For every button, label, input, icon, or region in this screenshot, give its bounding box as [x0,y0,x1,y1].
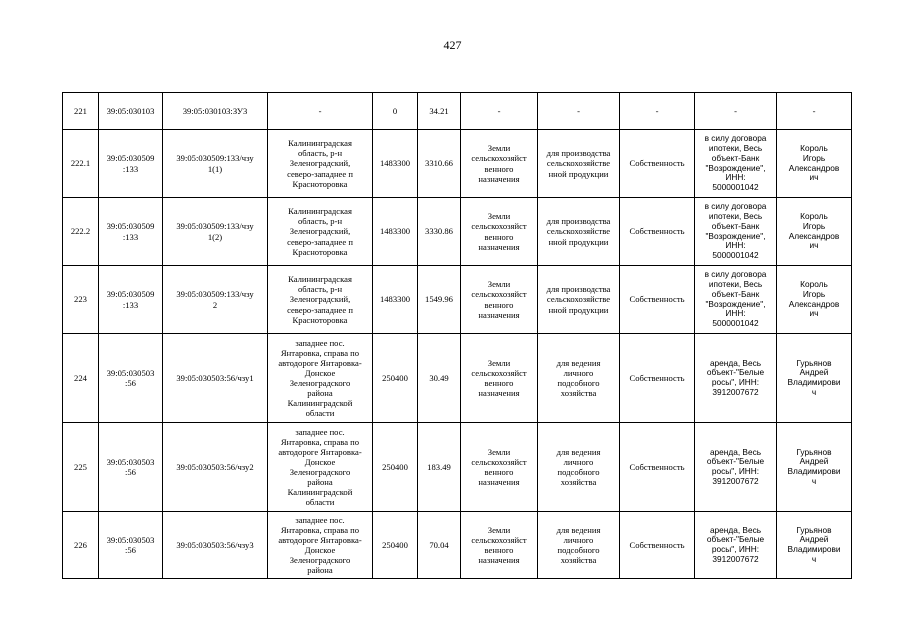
row-number: 221 [63,93,99,130]
plot-number: 39:05:030509:133/чзу 2 [163,266,268,334]
permitted-use: для ведения личного подсобного хозяйства [538,423,620,512]
address: - [268,93,373,130]
encumbrance: - [695,93,777,130]
table-row [63,93,852,130]
owner: Гурьянов Андрей Владимирови ч [777,334,852,423]
plot-number: 39:05:030509:133/чзу 1(2) [163,198,268,266]
address: Калининградская область, р-н Зеленоградский, северо-западнее п Красноторовка [268,198,373,266]
right-type: Собственность [620,198,695,266]
part-area: 30.49 [418,334,461,423]
right-type: Собственность [620,512,695,579]
total-area: 0 [373,93,418,130]
table-row [63,334,852,423]
land-category: Земли сельскохозяйст венного назначения [461,512,538,579]
right-type: Собственность [620,334,695,423]
total-area: 250400 [373,512,418,579]
table-row [63,512,852,579]
permitted-use: для ведения личного подсобного хозяйства [538,512,620,579]
permitted-use: для производства сельскохозяйстве нной продукции [538,198,620,266]
row-number: 223 [63,266,99,334]
row-number: 224 [63,334,99,423]
row-number: 226 [63,512,99,579]
row-number: 225 [63,423,99,512]
plot-number: 39:05:030503:56/чзу2 [163,423,268,512]
total-area: 250400 [373,423,418,512]
plot-number: 39:05:030103:ЗУ3 [163,93,268,130]
land-category: Земли сельскохозяйст венного назначения [461,423,538,512]
part-area: 3330.86 [418,198,461,266]
address: Калининградская область, р-н Зеленоградский, северо-западнее п Красноторовка [268,266,373,334]
owner: Гурьянов Андрей Владимирови ч [777,423,852,512]
total-area: 1483300 [373,130,418,198]
owner: - [777,93,852,130]
cadastral-number: 39:05:030509 :133 [99,198,163,266]
total-area: 250400 [373,334,418,423]
permitted-use: для производства сельскохозяйстве нной продукции [538,266,620,334]
part-area: 1549.96 [418,266,461,334]
owner: Король Игорь Александров ич [777,130,852,198]
encumbrance: в силу договора ипотеки, Весь объект-Банк "Возрождение", ИНН: 5000001042 [695,130,777,198]
plot-number: 39:05:030509:133/чзу 1(1) [163,130,268,198]
cadastral-number: 39:05:030503 :56 [99,512,163,579]
page-number: 427 [443,38,462,52]
cadastral-number: 39:05:030503 :56 [99,334,163,423]
encumbrance: в силу договора ипотеки, Весь объект-Банк "Возрождение", ИНН: 5000001042 [695,198,777,266]
row-number: 222.2 [63,198,99,266]
land-category: Земли сельскохозяйст венного назначения [461,130,538,198]
right-type: Собственность [620,266,695,334]
table-row [63,423,852,512]
land-register-table [62,92,852,579]
encumbrance: аренда, Весь объект-"Белые росы", ИНН: 3912007672 [695,512,777,579]
right-type: - [620,93,695,130]
land-category: Земли сельскохозяйст венного назначения [461,334,538,423]
part-area: 3310.66 [418,130,461,198]
row-number: 222.1 [63,130,99,198]
address: Калининградская область, р-н Зеленоградский, северо-западнее п Красноторовка [268,130,373,198]
total-area: 1483300 [373,266,418,334]
encumbrance: аренда, Весь объект-"Белые росы", ИНН: 3912007672 [695,334,777,423]
part-area: 70.04 [418,512,461,579]
plot-number: 39:05:030503:56/чзу3 [163,512,268,579]
land-category: Земли сельскохозяйст венного назначения [461,198,538,266]
land-category: Земли сельскохозяйст венного назначения [461,266,538,334]
address: западнее пос. Янтаровка, справа по автодороге Янтаровка- Донское Зеленоградского района Калининградской области [268,423,373,512]
table-row [63,198,852,266]
table-row [63,130,852,198]
permitted-use: для производства сельскохозяйстве нной продукции [538,130,620,198]
cadastral-number: 39:05:030509 :133 [99,130,163,198]
encumbrance: аренда, Весь объект-"Белые росы", ИНН: 3912007672 [695,423,777,512]
address: западнее пос. Янтаровка, справа по автодороге Янтаровка- Донское Зеленоградского района [268,512,373,579]
cadastral-number: 39:05:030503 :56 [99,423,163,512]
land-category: - [461,93,538,130]
encumbrance: в силу договора ипотеки, Весь объект-Банк "Возрождение", ИНН: 5000001042 [695,266,777,334]
total-area: 1483300 [373,198,418,266]
cadastral-number: 39:05:030103 [99,93,163,130]
table-row [63,266,852,334]
plot-number: 39:05:030503:56/чзу1 [163,334,268,423]
permitted-use: для ведения личного подсобного хозяйства [538,334,620,423]
right-type: Собственность [620,423,695,512]
owner: Гурьянов Андрей Владимирови ч [777,512,852,579]
permitted-use: - [538,93,620,130]
part-area: 183.49 [418,423,461,512]
owner: Король Игорь Александров ич [777,198,852,266]
right-type: Собственность [620,130,695,198]
part-area: 34.21 [418,93,461,130]
address: западнее пос. Янтаровка, справа по автодороге Янтаровка- Донское Зеленоградского района Калининградской области [268,334,373,423]
owner: Король Игорь Александров ич [777,266,852,334]
cadastral-number: 39:05:030509 :133 [99,266,163,334]
